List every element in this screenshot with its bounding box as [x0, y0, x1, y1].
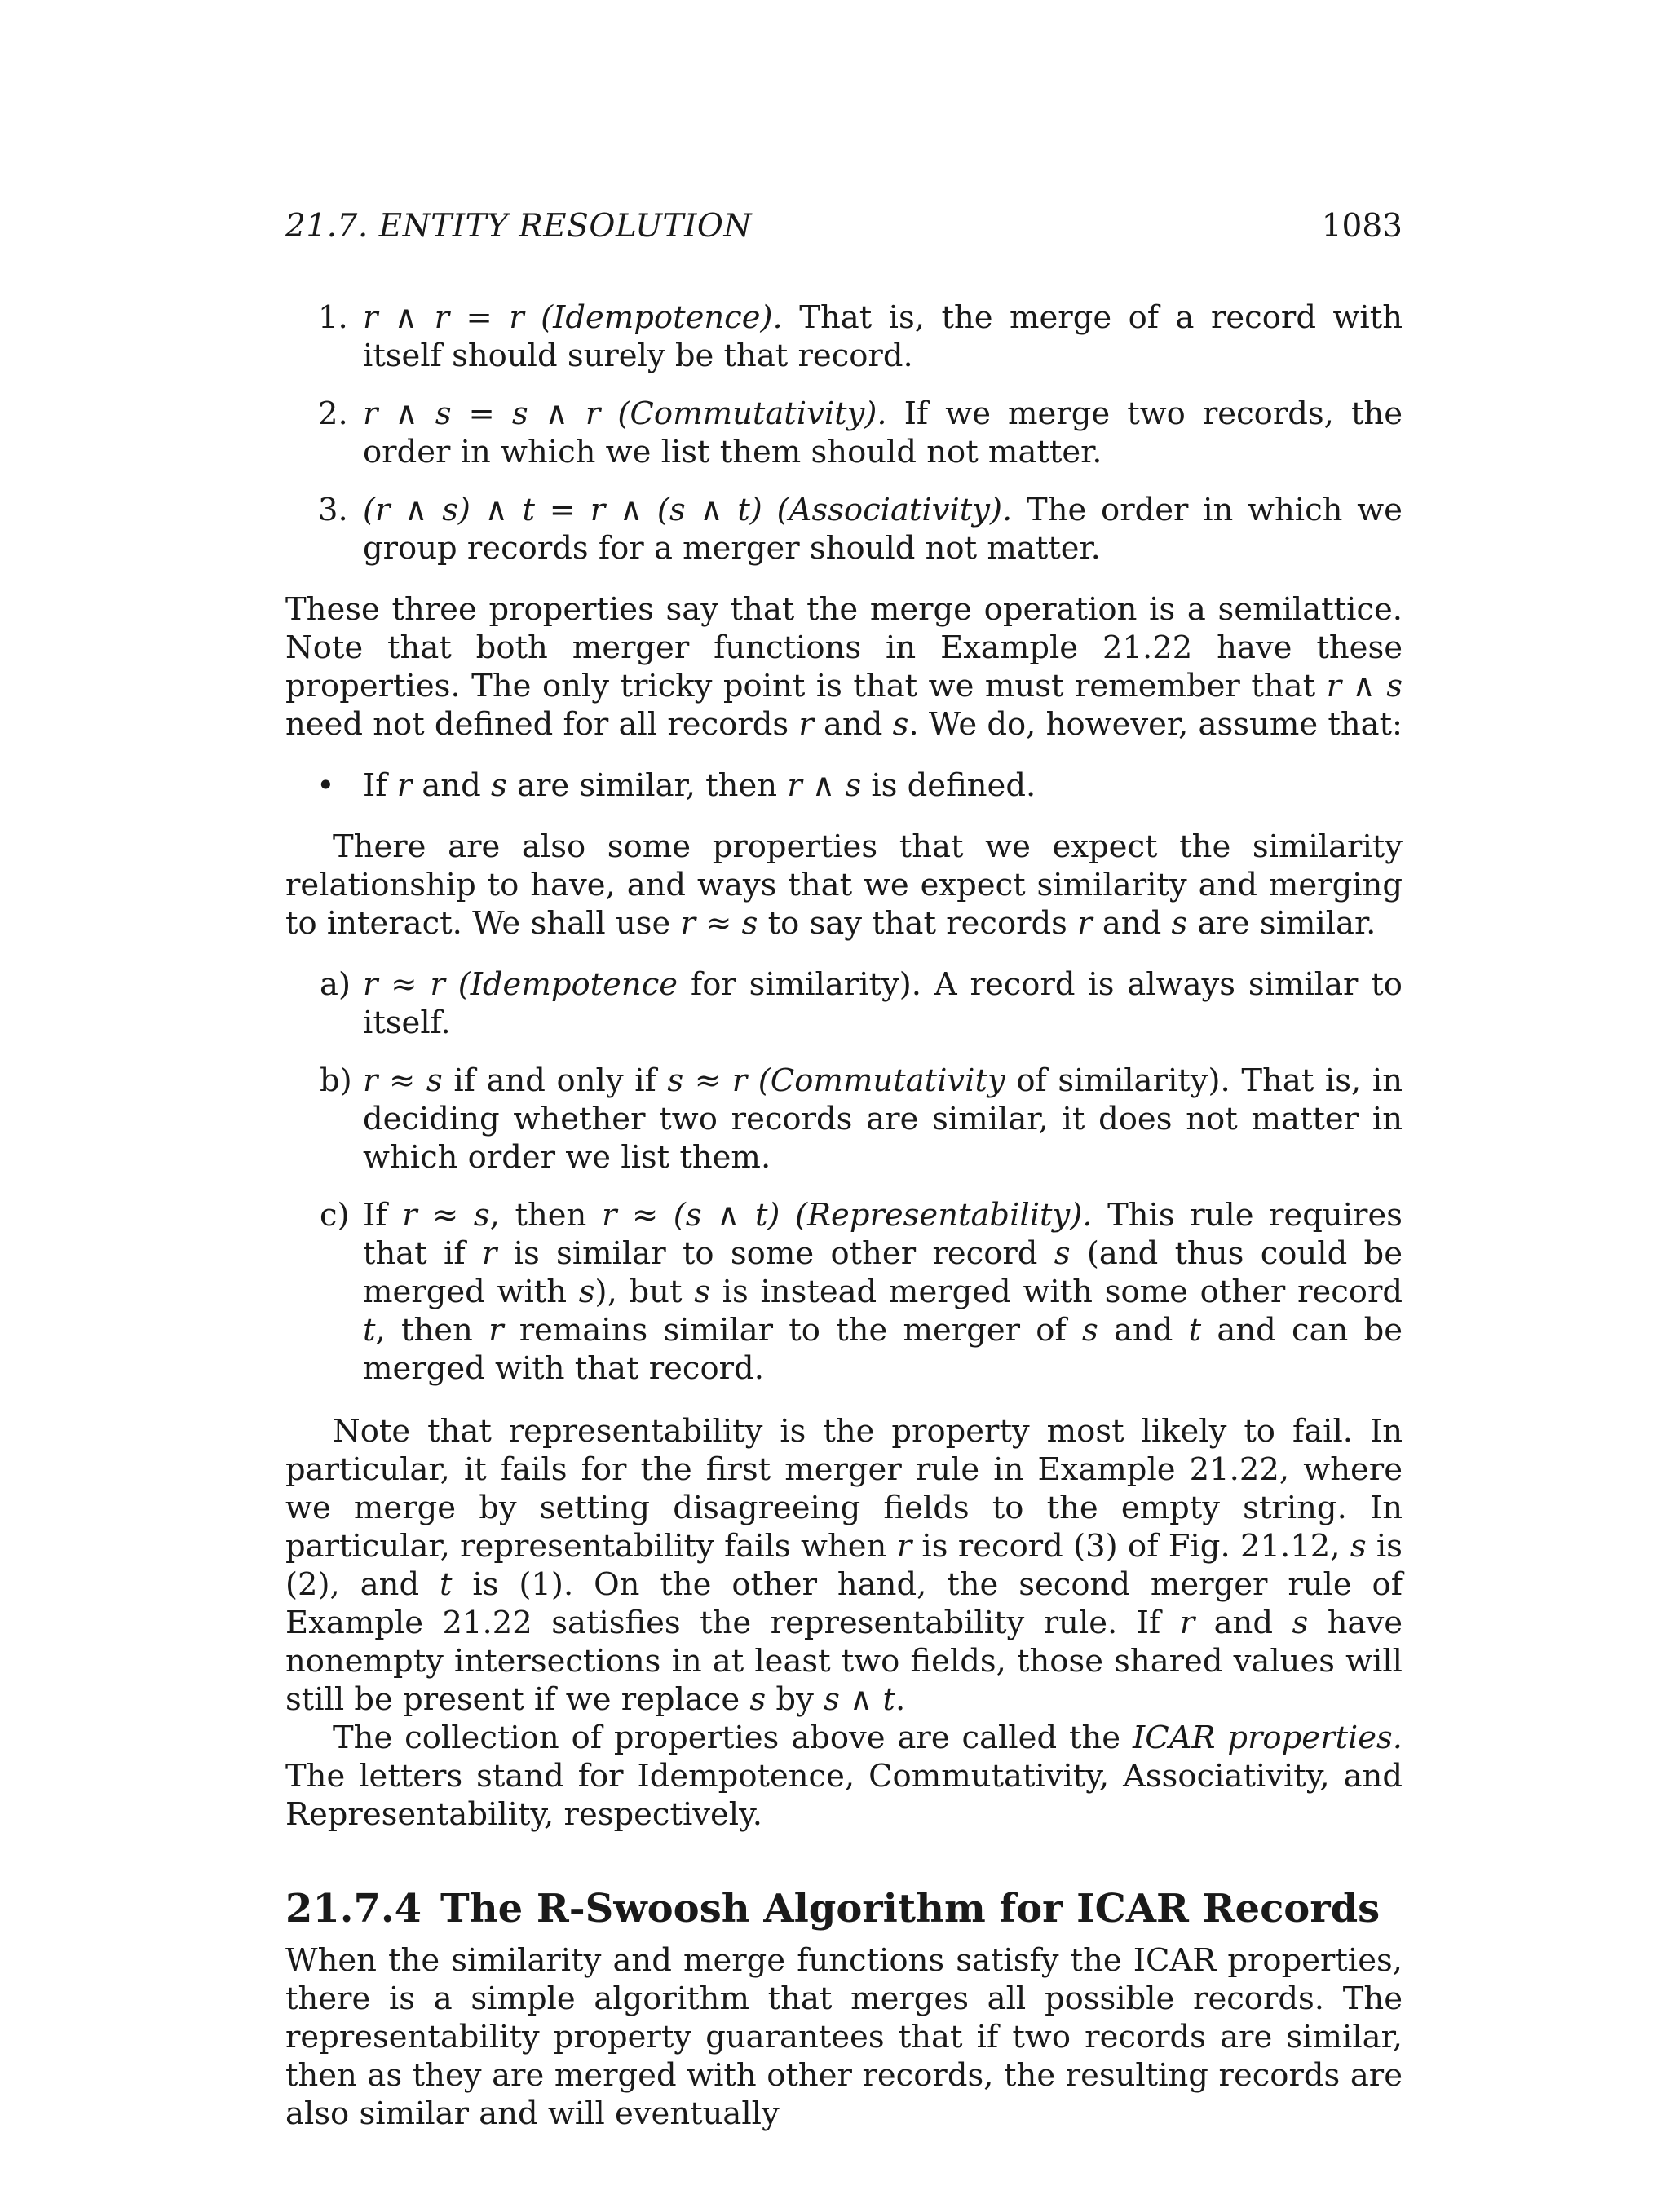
- list-item-text: That is, the merge of a record with itself should surely be that record.: [363, 299, 1403, 374]
- formula: r ∧ s = s ∧ r: [363, 395, 601, 432]
- formula: (r ∧ s) ∧ t = r ∧ (s ∧ t): [363, 492, 762, 528]
- property-name: (Associativity).: [776, 492, 1013, 528]
- bullet-item: • If r and s are similar, then r ∧ s is defined.: [316, 767, 1036, 804]
- page-body: [285, 298, 1403, 2133]
- paragraph-rswoosh: When the similarity and merge functions satisfy the ICAR properties, there is a simple algorithm that merges all possible records. The representability property guarantees that if two records are similar, then as they are merged with other records, the resulting records are also similar and will eventually: [285, 1942, 1403, 2132]
- list-item-commutativity: [285, 395, 1403, 471]
- paragraph-icar: The collection of properties above are called the ICAR properties. The letters stand for Idempotence, Commutativity, Associativity, and Representability, respectively.: [285, 1720, 1403, 1833]
- list-item-associativity: [285, 491, 1403, 567]
- list-marker: 2.: [318, 395, 348, 432]
- list-marker: c): [320, 1197, 350, 1234]
- running-header: [285, 202, 1403, 251]
- formula: r ∧ r = r: [363, 299, 524, 336]
- section-number: 21.7.4: [285, 1886, 422, 1932]
- bullet-icon: •: [316, 767, 335, 804]
- paragraph-similarity: There are also some properties that we expect the similarity relationship to have, and ways that we expect similarity and merging to interact. We shall use r ≈ s to say that records r and s are similar.: [285, 828, 1403, 942]
- property-name: (Commutativity).: [617, 395, 887, 432]
- section-title: The R-Swoosh Algorithm for ICAR Records: [440, 1886, 1381, 1932]
- running-title: 21.7. ENTITY RESOLUTION: [285, 208, 752, 245]
- list-item-text: The order in which we group records for a merger should not matter.: [363, 492, 1403, 567]
- paragraph-representability: Note that representability is the property most likely to fail. In particular, it fails for the first merger rule in Example 21.22, where we merge by setting disagreeing fields to the empty string. In particular, representability fails when r is record (3) of Fig. 21.12, s is (2), and t is (1). On the other hand, the second merger rule of Example 21.22 satisfies the representability rule. If r and s have nonempty intersections in at least two fields, those shared values will still be present if we replace s by s ∧ t.: [285, 1413, 1403, 1718]
- list-marker: 1.: [318, 299, 348, 336]
- list-marker: a): [320, 966, 351, 1003]
- list-marker: b): [320, 1062, 352, 1099]
- section-heading: [285, 1884, 1403, 1933]
- list-item-idempotence: [285, 298, 1403, 375]
- page-number: 1083: [1321, 208, 1403, 245]
- list-item-a: a) r ≈ r (Idempotence for similarity). A record is always similar to itself.: [320, 966, 1403, 1041]
- list-item-b: b) r ≈ s if and only if s ≈ r (Commutativity of similarity). That is, in deciding whether two records are similar, it does not matter in which order we list them.: [320, 1062, 1403, 1176]
- paragraph-semilattice: These three properties say that the merge operation is a semilattice. Note that both merger functions in Example 21.22 have these properties. The only tricky point is that we must remember that r ∧ s need not defined for all records r and s. We do, however, assume that:: [285, 591, 1403, 743]
- property-name: (Idempotence).: [541, 299, 783, 336]
- list-item-text: If we merge two records, the order in which we list them should not matter.: [363, 395, 1403, 470]
- list-marker: 3.: [318, 492, 348, 528]
- icar-term: ICAR properties.: [1133, 1720, 1403, 1756]
- list-item-c: c) If r ≈ s, then r ≈ (s ∧ t) (Representability). This rule requires that if r is similar to some other record s (and thus could be merged with s), but s is instead merged with some other record t, then r remains similar to the merger of s and t and can be merged with that record.: [320, 1197, 1403, 1387]
